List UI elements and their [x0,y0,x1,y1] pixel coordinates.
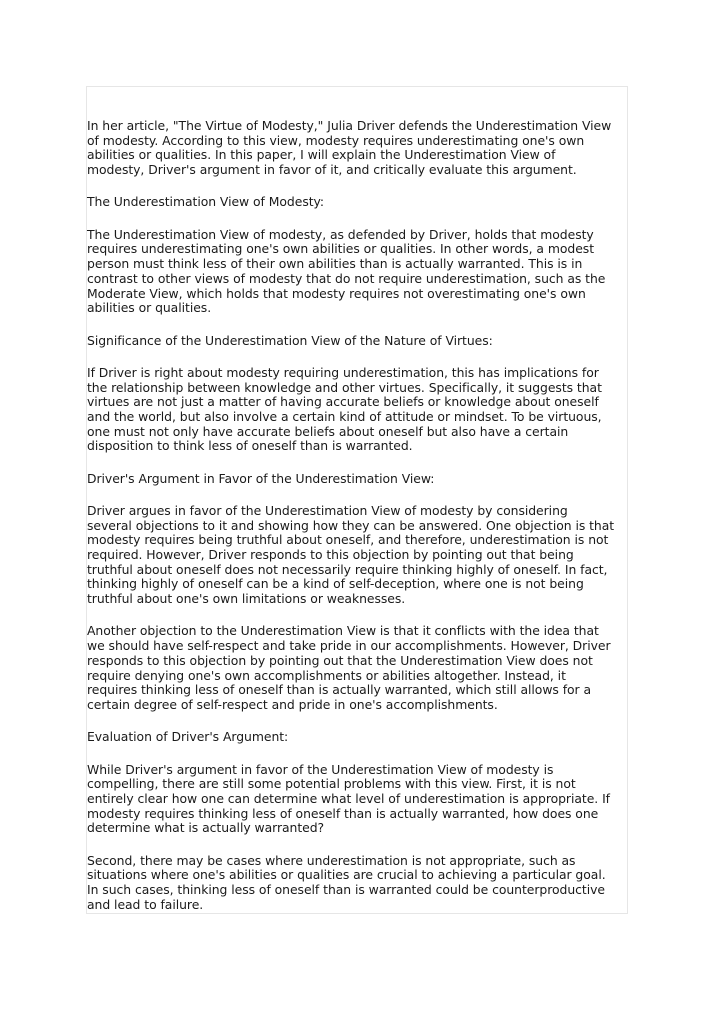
body-paragraph: Driver argues in favor of the Underestimation View of modesty by considering several objections to it and showing how they can be answered. One objection is that modesty requires being truthful about oneself, and therefore, underestimation is not required. However, Driver responds to this objection by pointing out that being truthful about oneself does not necessarily require thinking highly of oneself. In fact, thinking highly of oneself can be a kind of self-deception, where one is not being truthful about one's own limitations or weaknesses. [87,502,615,607]
section-heading: Evaluation of Driver's Argument: [87,729,289,745]
section-heading: The Underestimation View of Modesty: [87,194,325,210]
body-paragraph: Second, there may be cases where underestimation is not appropriate, such as situations where one's abilities or qualities are crucial to achieving a particular goal. In such cases, thinking less of oneself than is warranted could be counterproductive and lead to failure. [87,852,606,912]
section-heading: Significance of the Underestimation View of the Nature of Virtues: [87,332,493,348]
body-paragraph: If Driver is right about modesty requiring underestimation, this has implications for the relationship between knowledge and other virtues. Specifically, it suggests that virtues are not just a matter of having accurate beliefs or knowledge about oneself and the world, but also involve a certain kind of attitude or mindset. To be virtuous, one must not only have accurate beliefs about oneself but also have a certain disposition to think less of oneself than is warranted. [87,364,602,454]
intro-paragraph: In her article, "The Virtue of Modesty," Julia Driver defends the Underestimation View of modesty. According to this view, modesty requires underestimating one's own abilities or qualities. In this paper, I will explain the Underestimation View of modesty, Driver's argument in favor of it, and critically evaluate this argument. [87,118,612,178]
body-paragraph: While Driver's argument in favor of the Underestimation View of modesty is compelling, there are still some potential problems with this view. First, it is not entirely clear how one can determine what level of underestimation is appropriate. If modesty requires thinking less of oneself than is actually warranted, how does one determine what is actually warranted? [87,761,610,836]
document-body [87,111,629,912]
section-heading: Driver's Argument in Favor of the Underestimation View: [87,470,435,486]
body-paragraph: Another objection to the Underestimation View is that it conflicts with the idea that we should have self-respect and take pride in our accomplishments. However, Driver responds to this objection by pointing out that the Underestimation View does not require denying one's own accomplishments or abilities altogether. Instead, it requires thinking less of oneself than is actually warranted, which still allows for a certain degree of self-respect and pride in one's accomplishments. [87,623,611,712]
body-paragraph: The Underestimation View of modesty, as defended by Driver, holds that modesty requires underestimating one's own abilities or qualities. In other words, a modest person must think less of their own abilities than is actually warranted. This is in contrast to other views of modesty that do not require underestimation, such as the Moderate View, which holds that modesty requires not overestimating one's own abilities or qualities. [87,226,606,316]
